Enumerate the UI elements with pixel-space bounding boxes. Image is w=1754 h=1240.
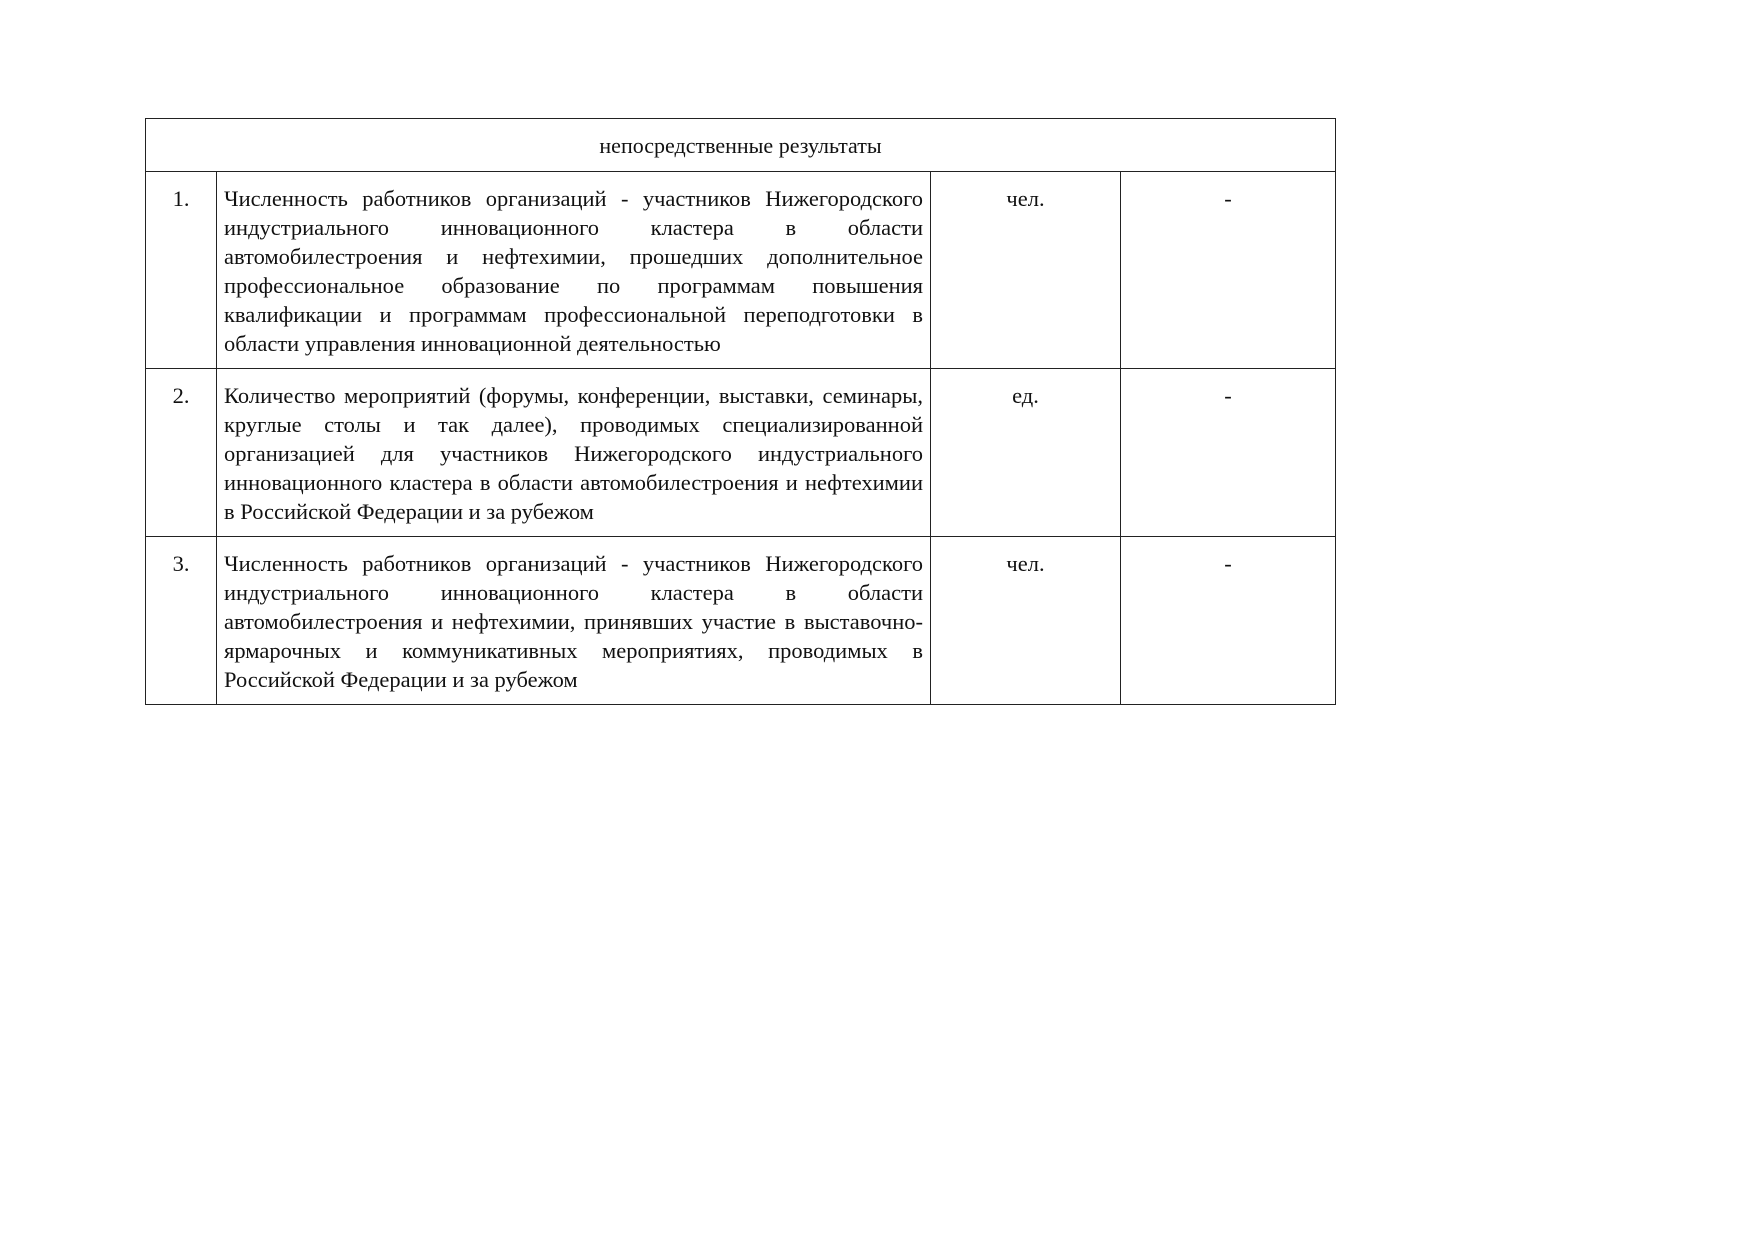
table-row [146,369,1336,537]
row-number: 3. [146,537,217,705]
results-table [145,118,1336,705]
row-number: 1. [146,172,217,369]
indicator-name: Количество мероприятий (форумы, конференции, выставки, семинары, круглые столы и так далее), проводимых специализированной организацией для участников Нижегородского индустриального инновационного кластера в области автомобилестроения и нефтехимии в Российской Федерации и за рубежом [217,369,931,537]
unit-of-measure: чел. [931,537,1121,705]
unit-of-measure: ед. [931,369,1121,537]
indicator-name: Численность работников организаций - участников Нижегородского индустриального инновационного кластера в области автомобилестроения и нефтехимии, принявших участие в выставочно-ярмарочных и коммуникативных мероприятиях, проводимых в Российской Федерации и за рубежом [217,537,931,705]
section-header-row [146,119,1336,172]
indicator-value: - [1121,369,1336,537]
indicator-value: - [1121,537,1336,705]
table-row [146,537,1336,705]
unit-of-measure: чел. [931,172,1121,369]
indicator-value: - [1121,172,1336,369]
table-row [146,172,1336,369]
section-title: непосредственные результаты [146,119,1336,172]
row-number: 2. [146,369,217,537]
indicator-name: Численность работников организаций - участников Нижегородского индустриального инновационного кластера в области автомобилестроения и нефтехимии, прошедших дополнительное профессиональное образование по программам повышения квалификации и программам профессиональной переподготовки в области управления инновационной деятельностью [217,172,931,369]
